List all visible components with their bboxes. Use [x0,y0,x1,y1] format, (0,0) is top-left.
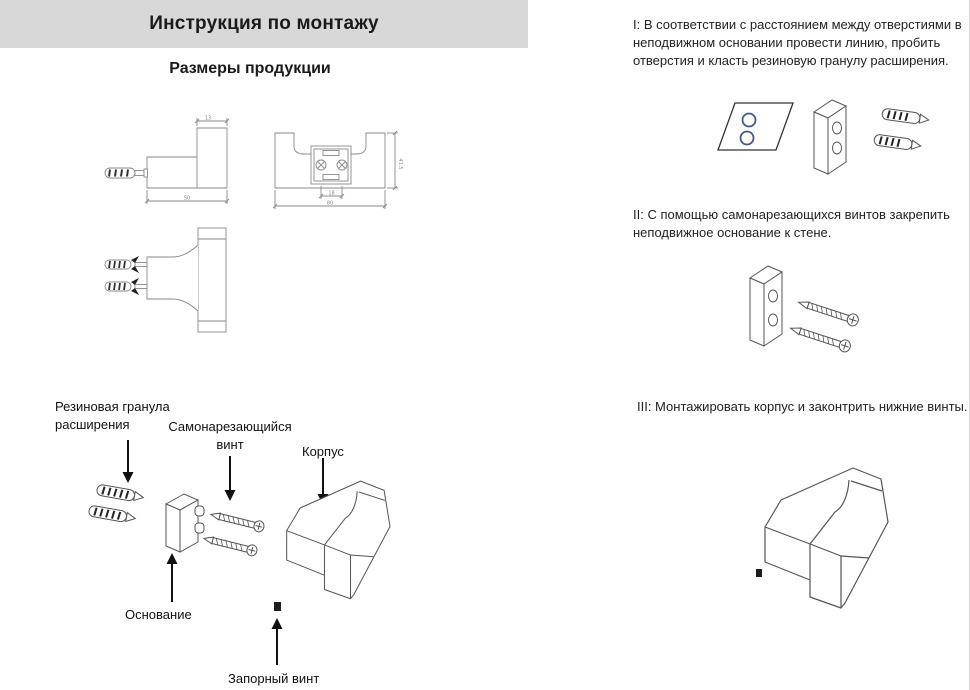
exploded-hook-body-icon [287,481,390,599]
anchor-side-icon [105,168,148,178]
step-1-text: I: В соответствии с расстоянием между отверстиями в неподвижном основании провести линию, пробить отверстия и класть резиновую гранулу расширения. [633,17,962,69]
step-1-illustration [700,92,950,197]
exploded-screw-icons [203,509,266,557]
front-view-drawing [268,96,404,216]
locking-screw-icon [756,569,762,577]
dim-label-total-width: 50 [183,195,191,202]
anchor-top-icon [105,260,147,291]
dim-label-hole-spacing: 18 [328,190,335,197]
step-3-text: III: Монтажировать корпус и законтрить нижние винты. [637,399,968,414]
page-title: Инструкция по монтажу [149,13,379,34]
label-self-tapping-screw: Самонарезающийся винт [168,419,292,452]
anchor-icons [873,108,929,151]
label-rubber-plug: Резиновая гранула расширения [55,399,170,432]
dim-label-top-width: 13 [204,115,212,122]
side-view-drawing [100,112,232,210]
screw-icons [789,297,860,354]
exploded-anchor-icons [88,484,144,524]
label-locking-screw: Запорный винт [228,671,320,686]
dimensions-section-title: Размеры продукции [169,60,331,77]
exploded-view-drawing [88,458,408,626]
step-2-illustration [720,258,940,378]
wall-mark-icon [718,103,793,150]
hook-body-icon [765,468,888,608]
label-base: Основание [125,607,192,622]
base-block-icon [750,266,782,346]
step-2-text: II: С помощью самонарезающихся винтов закрепить неподвижное основание к стене. [633,207,950,241]
top-view-drawing [85,226,235,338]
exploded-base-icon [166,494,204,552]
dim-label-width: 80 [326,200,334,207]
header-bar [0,0,528,48]
step-3-illustration [718,438,968,633]
base-block-icon [814,100,846,174]
label-body: Корпус [302,444,344,459]
dim-label-height: 41.5 [397,158,403,170]
